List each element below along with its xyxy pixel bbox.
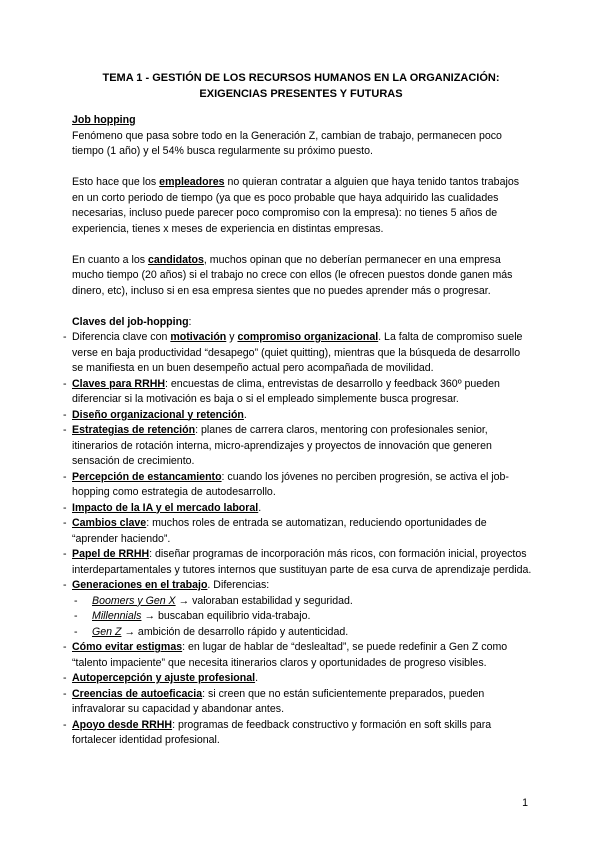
sublist-item: - Millennials → buscaban equilibrio vida-trabajo. [72,609,532,625]
claves-heading: Claves del job-hopping: [72,315,192,328]
list-item: - Diseño organizacional y retención. [64,408,532,424]
list-item: - Impacto de la IA y el mercado laboral. [64,501,532,517]
list-item: - Cómo evitar estigmas: en lugar de hablar de “deslealtad”, se puede redefinir a Gen Z como “talento impaciente” que necesita itinerarios claros y oportunidades de progreso visibles. [64,640,532,671]
list-item: - Claves para RRHH: encuestas de clima, entrevistas de desarrollo y feedback 360º pueden diferenciar si la motivación es baja o si el empleado simplemente busca progresar. [64,377,532,408]
term-candidatos: candidatos [147,253,204,266]
sublist-item: - Gen Z → ambición de desarrollo rápido y autenticidad. [72,625,532,641]
list-item: - Apoyo desde RRHH: programas de feedback constructivo y formación en soft skills para fortalecer identidad profesional. [64,718,532,749]
section-heading: Job hopping [72,114,136,126]
list-item: - Diferencia clave con motivación y compromiso organizacional. La falta de compromiso suele verse en baja productividad “desapego” (quiet quitting), mientras que la búsqueda de desarrollo se manifiesta en un buen desempeño actual pero acompañada de movilidad. [64,330,532,377]
list-item: - Estrategias de retención: planes de carrera claros, mentoring con profesionales senior, itinerarios de rotación interna, micro-aprendizajes y proyectos de innovación que generen sensación de crecimiento. [64,423,532,470]
candidates-paragraph: En cuanto a los candidatos, muchos opinan que no deberían permanecer en una empresa mucho tiempo (20 años) si el trabajo no crece con ellos (le ofrecen puestos donde ganen más dinero, etc), incluso si en esa empresa sientes que no puedes aprender más o progresar. [72,253,513,297]
sublist-item: - Boomers y Gen X → valoraban estabilidad y seguridad. [72,594,532,610]
list-item: - Percepción de estancamiento: cuando los jóvenes no perciben progresión, se activa el job-hopping como estrategia de autodesarrollo. [64,470,532,501]
title-line-2: EXIGENCIAS PRESENTES Y FUTURAS [199,88,403,100]
generaciones-sublist [72,594,532,641]
document-body [72,113,532,749]
list-item: - Cambios clave: muchos roles de entrada se automatizan, reduciendo oportunidades de “aprender haciendo”. [64,516,532,547]
list-item: - Generaciones en el trabajo. Diferencias: - Boomers y Gen X → valoraban estabilidad y seguridad. - Millennials → buscaban equilibrio vida-trabajo. - Gen Z → ambición de desarrollo rápido y autenticidad. [64,578,532,640]
term-empleadores: empleadores [159,176,225,188]
list-item: - Creencias de autoeficacia: si creen que no están suficientemente preparados, pueden infravalorar su capacidad y abandonar antes. [64,687,532,718]
intro-paragraph: Fenómeno que pasa sobre todo en la Generación Z, cambian de trabajo, permanecen poco tiempo (1 año) y el 54% busca regularmente su próximo puesto. [72,129,502,157]
claves-list [72,330,532,749]
employers-paragraph: Esto hace que los empleadores no quieran contratar a alguien que haya tenido tantos trabajos en un corto periodo de tiempo (ya que es poco probable que haya adquirido las cualidades necesarias, incluso puede parecer poco compromiso con la empresa): no tienes 5 años de experiencia, tienes x meses de experiencia en distintas empresas. [72,176,520,235]
title-line-1: TEMA 1 - GESTIÓN DE LOS RECURSOS HUMANOS EN LA ORGANIZACIÓN: [102,72,500,84]
page-number: 1 [522,797,528,809]
list-item: - Autopercepción y ajuste profesional. [64,671,532,687]
list-item: - Papel de RRHH: diseñar programas de incorporación más ricos, con formación inicial, proyectos interdepartamentales y tutores internos que sustituyan parte de esa curva de aprendizaje perdida. [64,547,532,578]
document-title [72,70,530,102]
